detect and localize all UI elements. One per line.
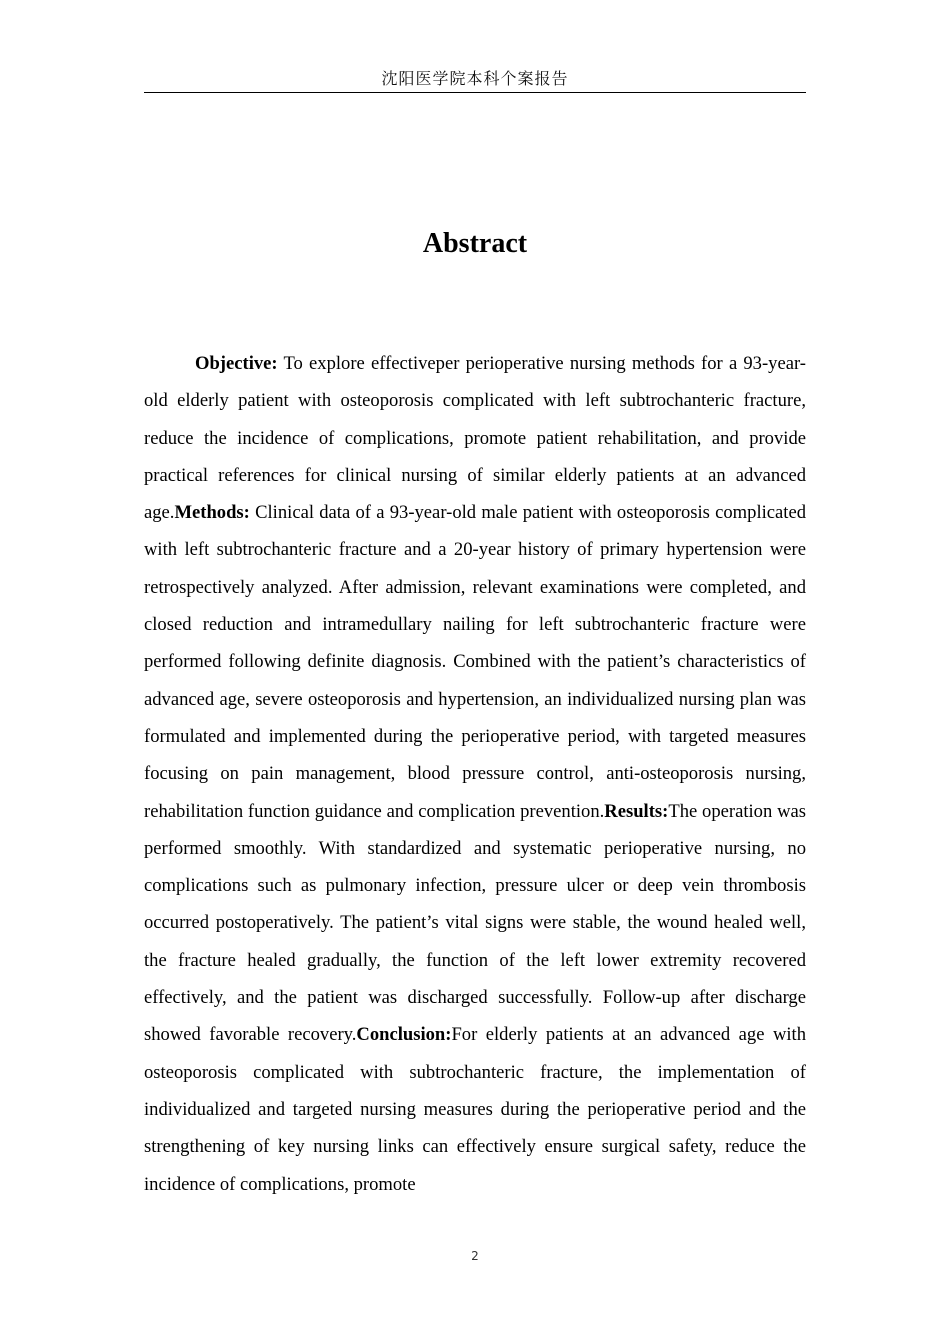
- objective-label: Objective:: [195, 353, 278, 374]
- page-header: 沈阳医学院本科个案报告: [144, 66, 806, 93]
- methods-label: Methods:: [174, 502, 250, 524]
- conclusion-label: Conclusion:: [356, 1024, 452, 1046]
- objective-text: To explore effectiveper perioperative nursing methods for a 93-year-old elderly patient with osteoporosis complicated with left subtrochanteric fracture, reduce the incidence of complications, promote patient rehabilitation, and provide practical references for clinical nursing of similar elderly patients at an advanced age.: [144, 353, 806, 524]
- conclusion-text: For elderly patients at an advanced age with osteoporosis complicated with subtrochanteric fracture, the implementation of individualized and targeted nursing measures during the perioperative period and the strengthening of key nursing links can effectively ensure surgical safety, reduce the incidence of complications, promote: [144, 1024, 806, 1195]
- abstract-body: [144, 345, 806, 1203]
- page-number: 2: [471, 1249, 479, 1263]
- results-text: The operation was performed smoothly. With standardized and systematic perioperative nursing, no complications such as pulmonary infection, pressure ulcer or deep vein thrombosis occurred postoperatively. The patient’s vital signs were stable, the wound healed well, the fracture healed gradually, the function of the left lower extremity recovered effectively, and the patient was discharged successfully. Follow-up after discharge showed favorable recovery.: [144, 800, 806, 1046]
- results-label: Results:: [604, 800, 669, 822]
- methods-text: Clinical data of a 93-year-old male patient with osteoporosis complicated with left subtrochanteric fracture and a 20-year history of primary hypertension were retrospectively analyzed. After admission, relevant examinations were completed, and closed reduction and intramedullary nailing for left subtrochanteric fracture were performed following definite diagnosis. Combined with the patient’s characteristics of advanced age, severe osteoporosis and hypertension, an individualized nursing plan was formulated and implemented during the perioperative period, with targeted measures focusing on pain management, blood pressure control, anti-osteoporosis nursing, rehabilitation function guidance and complication prevention.: [144, 502, 806, 822]
- abstract-title: Abstract: [422, 228, 528, 259]
